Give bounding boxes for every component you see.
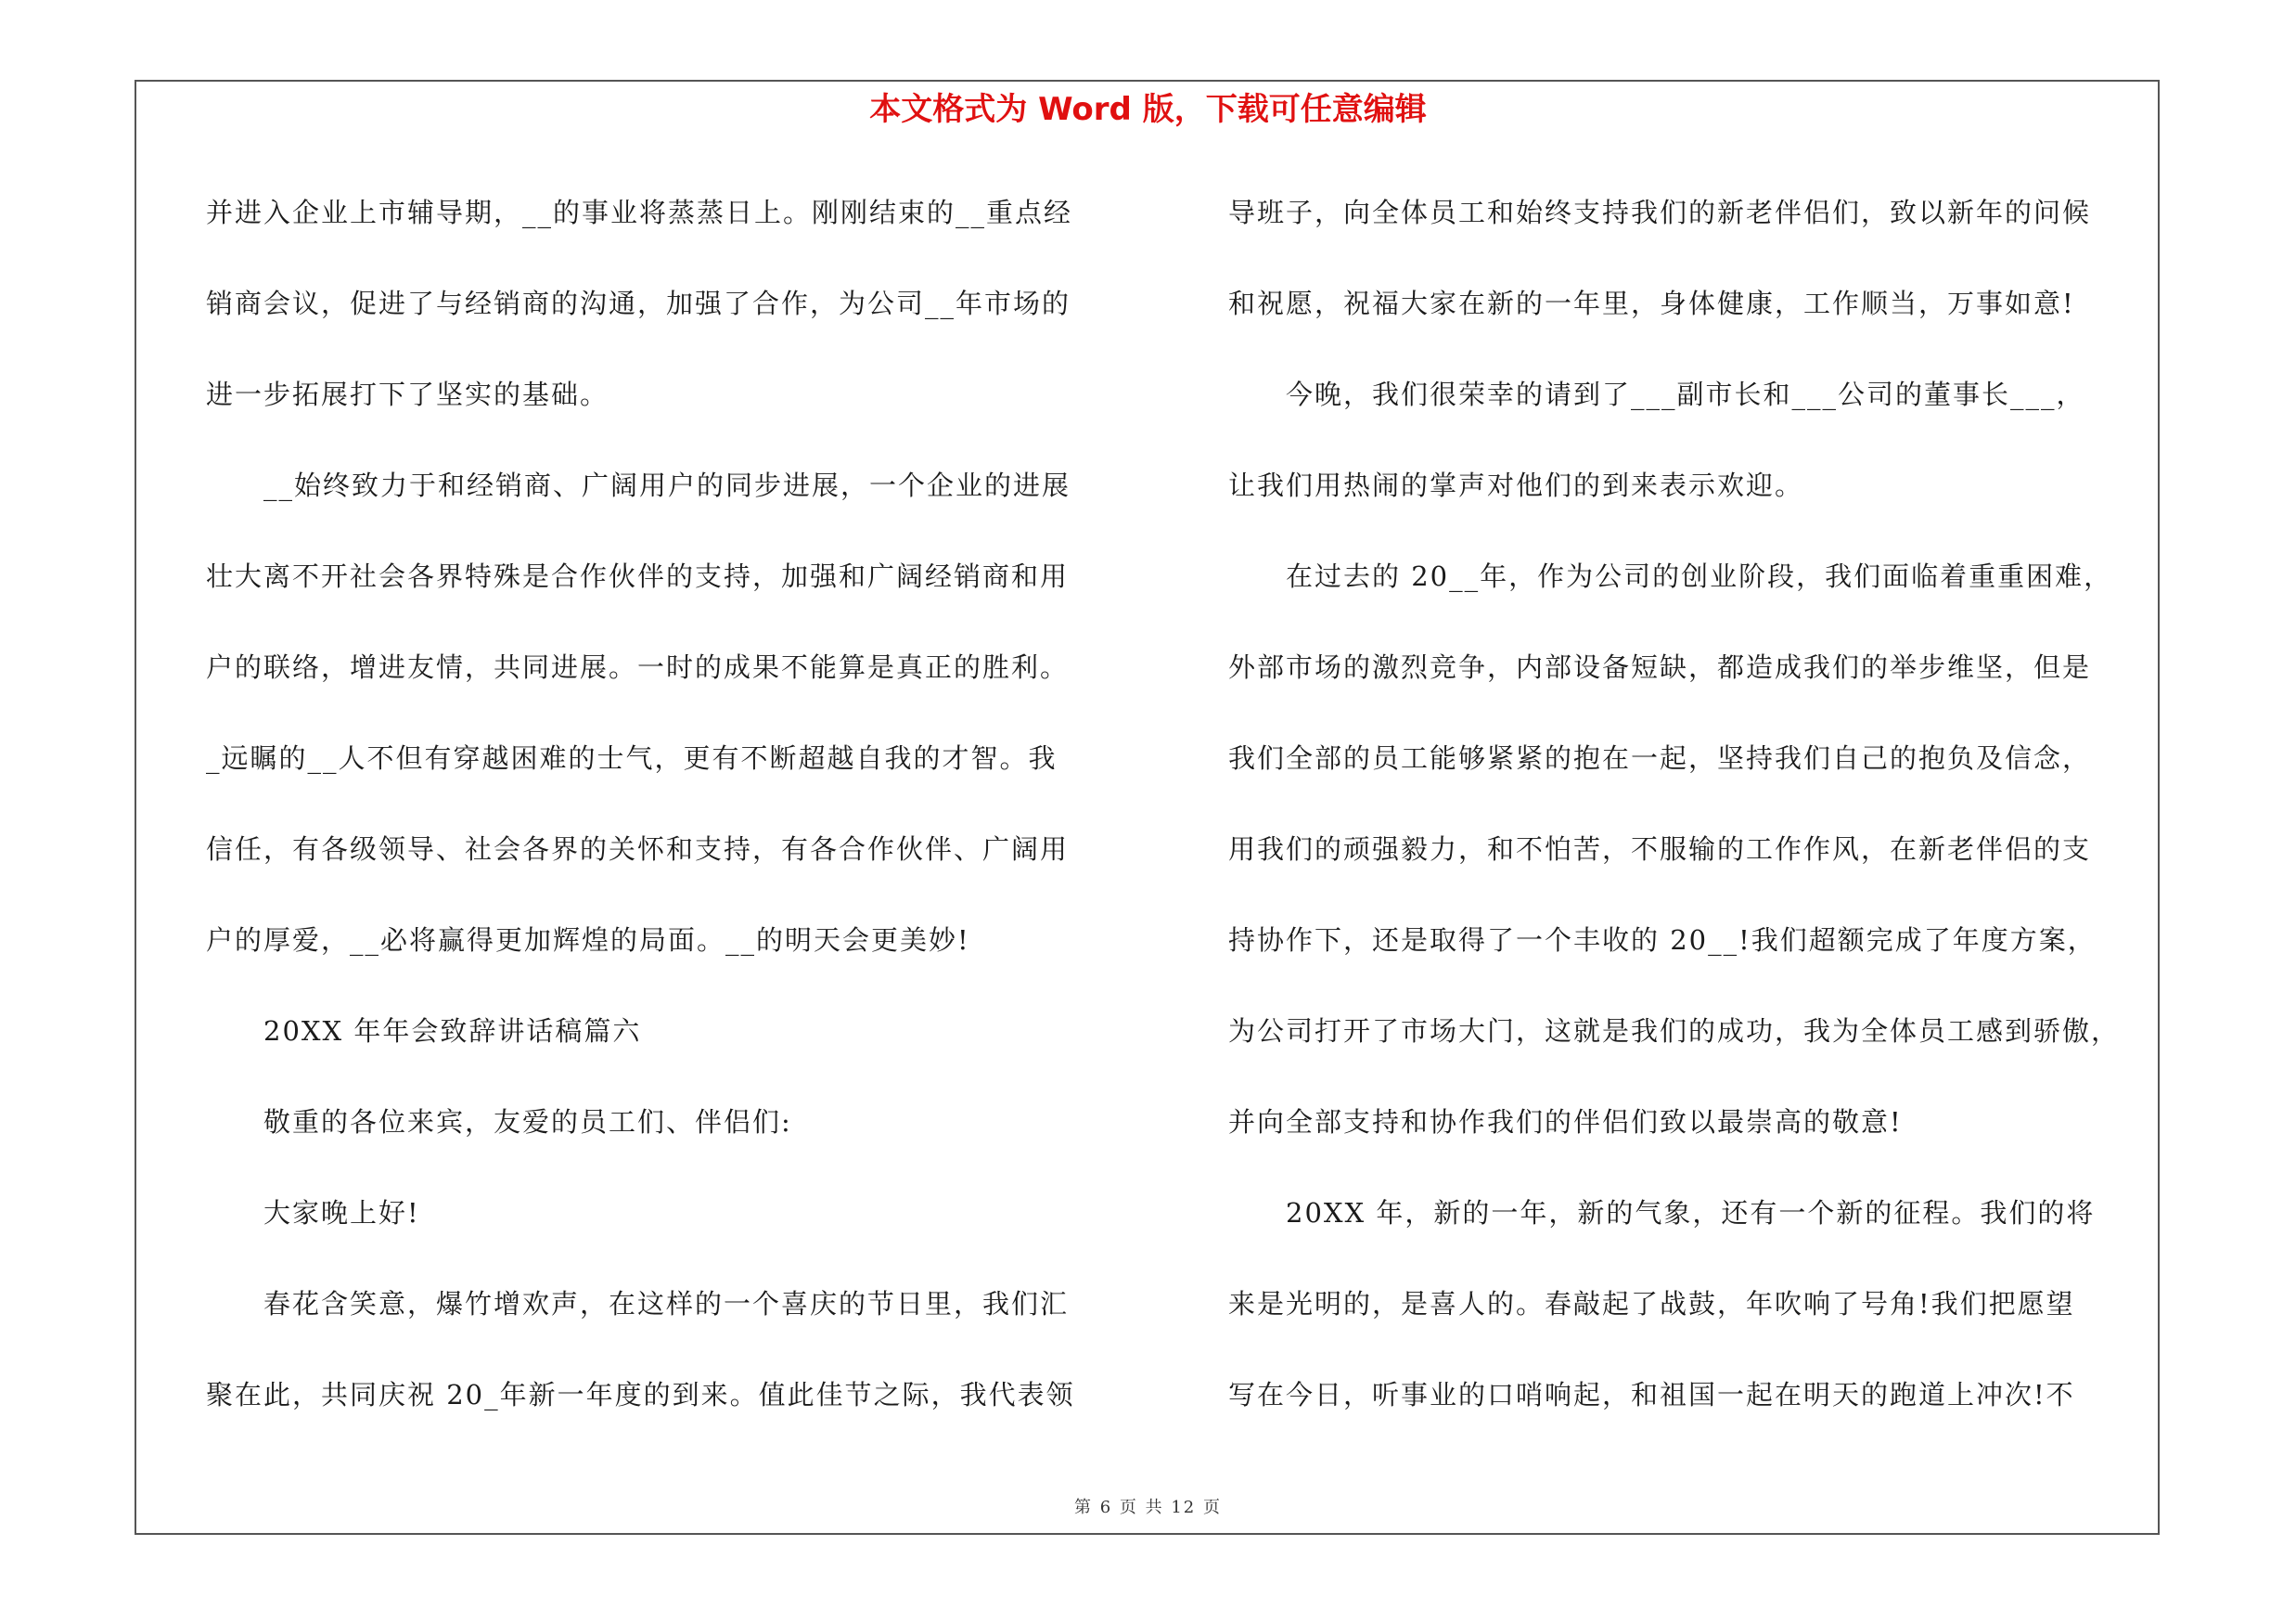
paragraph-line: _远瞩的__人不但有穿越困难的士气，更有不断超越自我的才智。我	[206, 742, 1058, 774]
paragraph-line: 和祝愿，祝福大家在新的一年里，身体健康，工作顺当，万事如意!	[1228, 288, 2075, 319]
paragraph-line: 20XX 年，新的一年，新的气象，还有一个新的征程。我们的将	[1228, 1197, 2096, 1229]
paragraph-line: 壮大离不开社会各界特殊是合作伙伴的支持，加强和广阔经销商和用	[206, 560, 1070, 592]
paragraph-line: 来是光明的，是喜人的。春敲起了战鼓，年吹响了号角!我们把愿望	[1228, 1288, 2075, 1320]
paragraph-line: 并向全部支持和协作我们的伴侣们致以最崇高的敬意!	[1228, 1106, 1903, 1138]
paragraph-line: 销商会议，促进了与经销商的沟通，加强了合作，为公司__年市场的	[206, 288, 1071, 319]
paragraph-line: 用我们的顽强毅力，和不怕苦，不服输的工作作风，在新老伴侣的支	[1228, 833, 2092, 865]
paragraph-line: 在过去的 20__年，作为公司的创业阶段，我们面临着重重困难，	[1228, 560, 2113, 592]
paragraph-line: 今晚，我们很荣幸的请到了___副市长和___公司的董事长___，	[1228, 379, 2085, 410]
greeting-line: 大家晚上好!	[206, 1197, 420, 1229]
paragraph-line: 户的联络，增进友情，共同进展。一时的成果不能算是真正的胜利。	[206, 651, 1070, 683]
paragraph-line: 写在今日，听事业的口哨响起，和祖国一起在明天的跑道上冲次!不	[1228, 1379, 2075, 1410]
page-number: 第 6 页 共 12 页	[1074, 1498, 1222, 1517]
paragraph-line: 为公司打开了市场大门，这就是我们的成功，我为全体员工感到骄傲，	[1228, 1015, 2121, 1047]
paragraph-line: 户的厚爱，__必将赢得更加辉煌的局面。__的明天会更美妙!	[206, 924, 970, 956]
paragraph-line: 导班子，向全体员工和始终支持我们的新老伴侣们，致以新年的问候	[1228, 197, 2092, 228]
paragraph-line: 持协作下，还是取得了一个丰收的 20__!我们超额完成了年度方案，	[1228, 924, 2097, 956]
format-notice-banner: 本文格式为 Word 版，下载可任意编辑	[869, 91, 1427, 128]
paragraph-line: 我们全部的员工能够紧紧的抱在一起，坚持我们自己的抱负及信念，	[1228, 742, 2092, 774]
left-text-column	[206, 183, 1143, 1456]
salutation-line: 敬重的各位来宾，友爱的员工们、伴侣们:	[206, 1106, 792, 1138]
paragraph-line: 春花含笑意，爆竹增欢声，在这样的一个喜庆的节日里，我们汇	[206, 1288, 1070, 1320]
right-text-column	[1228, 183, 2165, 1456]
paragraph-line: __始终致力于和经销商、广阔用户的同步进展，一个企业的进展	[206, 470, 1071, 501]
section-heading: 20XX 年年会致辞讲话稿篇六	[206, 1015, 642, 1047]
paragraph-line: 聚在此，共同庆祝 20_年新一年度的到来。值此佳节之际，我代表领	[206, 1379, 1075, 1410]
paragraph-line: 信任，有各级领导、社会各界的关怀和支持，有各合作伙伴、广阔用	[206, 833, 1070, 865]
paragraph-line: 并进入企业上市辅导期，__的事业将蒸蒸日上。刚刚结束的__重点经	[206, 197, 1073, 228]
paragraph-line: 进一步拓展打下了坚实的基础。	[206, 379, 609, 410]
paragraph-line: 让我们用热闹的掌声对他们的到来表示欢迎。	[1228, 470, 1804, 501]
paragraph-line: 外部市场的激烈竞争，内部设备短缺，都造成我们的举步维坚，但是	[1228, 651, 2092, 683]
